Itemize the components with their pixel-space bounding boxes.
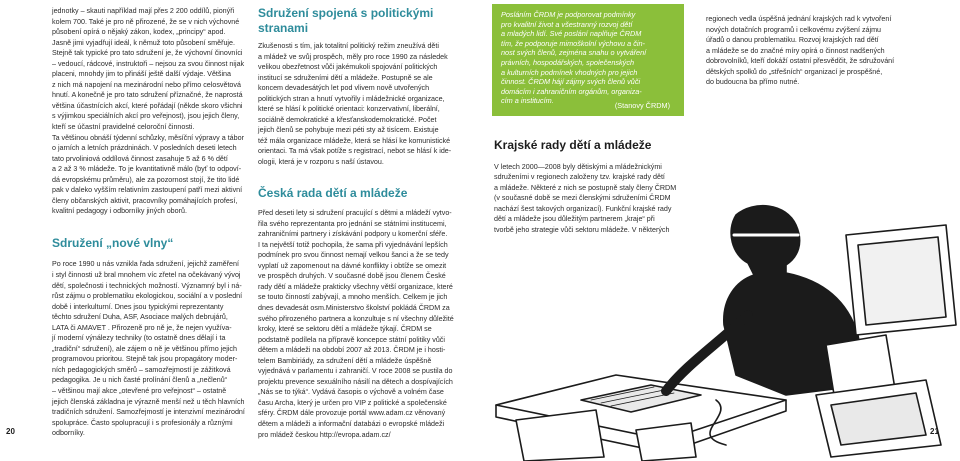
quote-author: (Stanovy ČRDM): [614, 101, 670, 110]
quote-box: [492, 4, 684, 116]
column-1-paragraph-1: jednotky – skauti například mají přes 2 200 oddílů, pionýři kolem 700. Také je pro ně přirozené, že se v nich výchovné působení opírá o nějaký zákon, kodex, „principy“ apod. Jasně jimi vyjadřují ideál, k němuž toto působení směřuje. Stejně tak typické pro tato sdružení je, že výchovní činovníci – vedoucí, rádcové, instruktoři – nejsou za svou činnost nijak placeni, mnohdy jim to přináší ještě další výdaje. Většina z nich má napojení na mezinárodní nebo přímo celosvětová hnutí. A konečně je pro tato sdružení příznačné, že naprostá většina účastnících akcí, které pořádají (někde skoro všichni s výjimkou speciálních akcí pro veřejnost), jsou jejich členy, kteří se účastní pravidelné celoroční činnosti. Ta většinou obnáší týdenní schůzky, měsíční výpravy a tábor o jarních a letních prázdninách. V posledních deseti letech tato prvoliniová oddílová činnost zasahuje 5 až 6 % dětí a 2 až 3 % mládeže. To je kvantitativně málo (byť to odpoví- dá evropskému průměru), ale za pozornost stojí, že tito lidé pak v daleko vyšším relativním zastoupení patří mezi aktivní členy občanských aktivit, pracovníky pomáhajících profesí, kvalitní pedagogy i odborníky jiných oborů.: [52, 7, 245, 216]
page-number-right: 21: [930, 427, 939, 436]
column-2: [258, 6, 480, 440]
heading-ceska-rada: Česká rada dětí a mládeže: [258, 185, 408, 200]
column-4: [706, 14, 916, 88]
quote-text: Posláním ČRDM je podporovat podmínky pro kvalitní život a všestranný rozvoj dětí a mladých lidí. Své poslání naplňuje ČRDM tím, že podporuje mimoškolní výchovu a čin- nost svých členů, zejména snahu o vytváření právních, hospodářských, společenských a kulturních podmínek vhodných pro jejich činnost. ČRDM hájí zájmy svých členů vůči domácím i zahraničním orgánům, organiza- cím a institucím.: [501, 10, 647, 106]
heading-nove-vlny: Sdružení „nové vlny“: [52, 235, 174, 250]
page-number-left: 20: [6, 427, 15, 436]
column-1: [52, 6, 272, 439]
column-4-paragraph: regionech vedla úspěšná jednání krajských rad k vytvoření nových dotačních programů i celkovému zvýšení zájmu úřadů o danou problematiku. Rozvoj krajských rad dětí a mládeže se do značné míry opírá o činnost nadšených dobrovolníků, kteří dokáží ostatní přesvědčit, že sdružování dětských spolků do „střešních“ organizací je prospěšné, do budoucna ba přímo nutné.: [706, 15, 895, 87]
column-1-paragraph-2: Po roce 1990 u nás vznikla řada sdružení, jejichž zaměření i styl činnosti už bral mnohem víc zřetel na očekávaný vývoj dětí, společnosti i technických možností. Významný byl i ná- růst zájmu o problematiku ekologickou, sociální a v poslední době i interkulturní. Dnes jsou typickými reprezentanty těchto sdružení Duha, ASF, Asociace malých debrujárů, LATA či AMAVET . Přirozeně pro ně je, že nejen využíva- jí moderní výnálezy techniky (to ostatně dnes dělají i ta „tradiční“ sdružení), ale zájem o ně je většinou přímo jejich programovou prioritou. Stejně tak jsou propagátory moder- ních pedagogických směrů – samozřejmostí je zážitková pedagogika. Je u nich časté prolínání členů a „nečlenů“ – většinou mají akce „otevřené pro veřejnost“ – ostatně jejich členská základna je výrazně menší než u těch hlavních tradičních sdružení. Samozřejmostí je intenzivní mezinárodní spolupráce. Často spolupracují i s profesionály a různými odborníky.: [52, 260, 245, 438]
column-2-paragraph-1: Zkušenosti s tím, jak totalitní politický režim zneužívá děti a mládež ve svůj prospěch, měly pro roce 1990 za následek velikou obezřetnost vůči jakémukoli spojování politických institucí se sdruženími dětí a mládeže. Postupně se ale koncem devadesátých let pod vlivem nově utvořených politických stran a hnutí vytvořily i mládežnické organizace, které se hlásí k politické orientaci: konzervativní, liberální, sociálně demokratické a křesťanskodemokratické. Počet jejich členů se pohybuje mezi péti sty až tisícem. Existuje též mála organizace mládeže, která se hlásí ke komunistické orientaci. Ta má však potíže s registrací, nebot se hlásí k ide- ologii, která je v rozporu s naší ústavou.: [258, 42, 452, 167]
column-3-paragraph: V letech 2000—2008 byly dětiskými a mládežnickými sdruženími v regionech založeny tzv. krajské rady dětí a mládeže. Některé z nich se postupně staly členy ČRDM (v současné době se mezi členskými sdruženími ČRDM nachází šest takových organizací). Funkční krajské rady dětí a mládeže jsou důležitým partnerem „kraje“ při tvorbě jeho strategie vůči sektoru mládeže. V některých: [494, 162, 677, 234]
column-2-paragraph-2: Před deseti lety si sdružení pracující s dětmi a mládeží vytvo- řila svého reprezentanta pro jednání se státními institucemi, zahraničními partnery i získávání podpory u komerční sféře. I ta největší totiž pochopila, že sama při vyjednávání lepších podmínek pro svou činnost nemají velkou šanci a že se tedy vyplatí už zapomenout na dávné konflikty i obtíže se omezit ve prospěch druhých. V současné době jsou členem České rady dětí a mládeže prakticky všechny větší organizace, které se touto činností zabývají, a mnoho menších. Celkem je jich dnes devadesát osm.Ministerstvo školství pokládá ČRDM za svého přirozeného partnera a konzultuje s ní všechny důležité kroky, které se sektoru dětí a mládeže týkají. ČRDM se podstatně podílela na přípravě koncepce státní politiky vůči dětem a mládeži na období 2007 až 2013. ČRDM je i hosti- telem Bambiriády, za sdružení dětí a mládeže úspěšně vyjednává v parlamentu i zahraničí. V roce 2008 se pustila do projektu prevence sexuálního násilí na dětech a dospívajících „Nás se to týká“. Vydává časopis o výchově a volném čase času Archa, který je určen pro VIP z politické a společenské sféry. ČRDM dále provozuje portál www.adam.cz věnovaný dětem a mládeži a informační databázi o evropské mládeži pro mládež českou http://evropa.adam.cz/: [258, 209, 454, 439]
heading-krajske-rady: Krajské rady dětí a mládeže: [494, 138, 652, 152]
drawing-desk-computers-icon: [486, 195, 960, 461]
heading-politicke-strany: Sdružení spojená s politickými stranami: [258, 6, 434, 35]
